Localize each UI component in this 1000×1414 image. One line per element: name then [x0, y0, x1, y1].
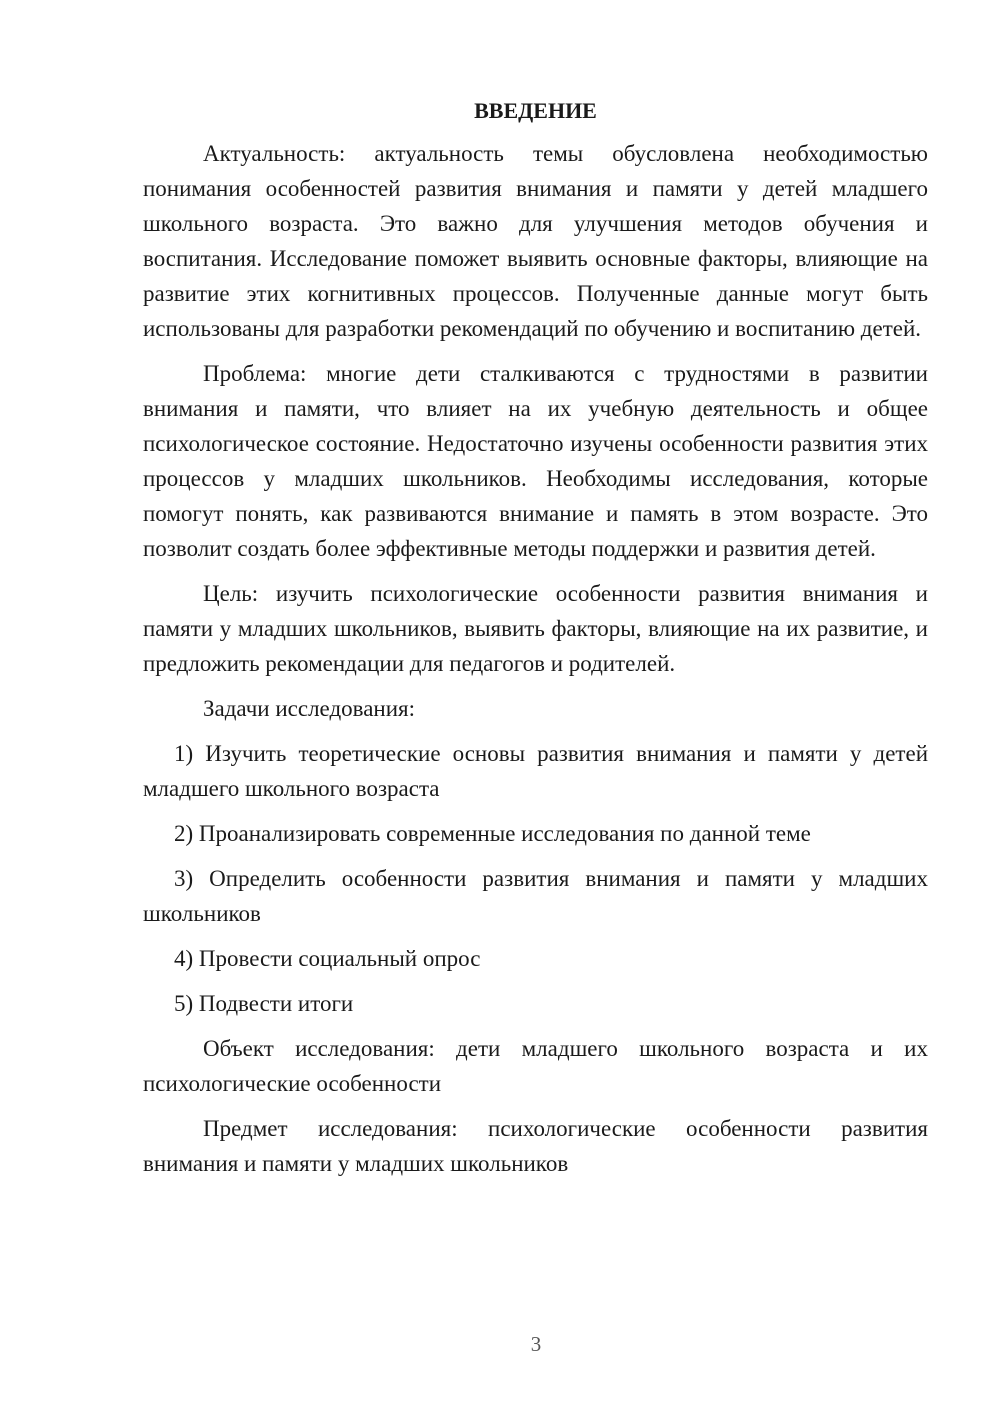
section-title: ВВЕДЕНИЕ	[474, 98, 597, 123]
page-number: 3	[530, 1332, 542, 1356]
tasks-heading: Задачи исследования:	[203, 696, 416, 721]
paragraph-goal: Цель: изучить психологические особенности развития внимания и памяти у младших школьников, выявить факторы, влияющие на их развитие, и предложить рекомендации для педагогов и родителей.	[143, 581, 928, 676]
task-item: 4) Провести социальный опрос	[174, 946, 481, 971]
paragraph-object: Объект исследования: дети младшего школьного возраста и их психологические особенности	[143, 1036, 928, 1096]
task-item: 2) Проанализировать современные исследования по данной теме	[174, 821, 811, 846]
task-item: 5) Подвести итоги	[174, 991, 354, 1016]
task-item: 1) Изучить теоретические основы развития внимания и памяти у детей младшего школьного возраста	[143, 741, 928, 801]
page-content	[143, 93, 928, 1191]
paragraph-problem: Проблема: многие дети сталкиваются с трудностями в развитии внимания и памяти, что влияет на их учебную деятельность и общее психологическое состояние. Недостаточно изучены особенности развития этих процессов у младших школьников. Необходимы исследования, которые помогут понять, как развиваются внимание и память в этом возрасте. Это позволит создать более эффективные методы поддержки и развития детей.	[143, 361, 928, 561]
paragraph-relevance: Актуальность: актуальность темы обусловлена необходимостью понимания особенностей развития внимания и памяти у детей младшего школьного возраста. Это важно для улучшения методов обучения и воспитания. Исследование поможет выявить основные факторы, влияющие на развитие этих когнитивных процессов. Полученные данные могут быть использованы для разработки рекомендаций по обучению и воспитанию детей.	[143, 141, 928, 341]
paragraph-subject: Предмет исследования: психологические особенности развития внимания и памяти у младших школьников	[143, 1116, 928, 1176]
task-item: 3) Определить особенности развития внимания и памяти у младших школьников	[143, 866, 928, 926]
